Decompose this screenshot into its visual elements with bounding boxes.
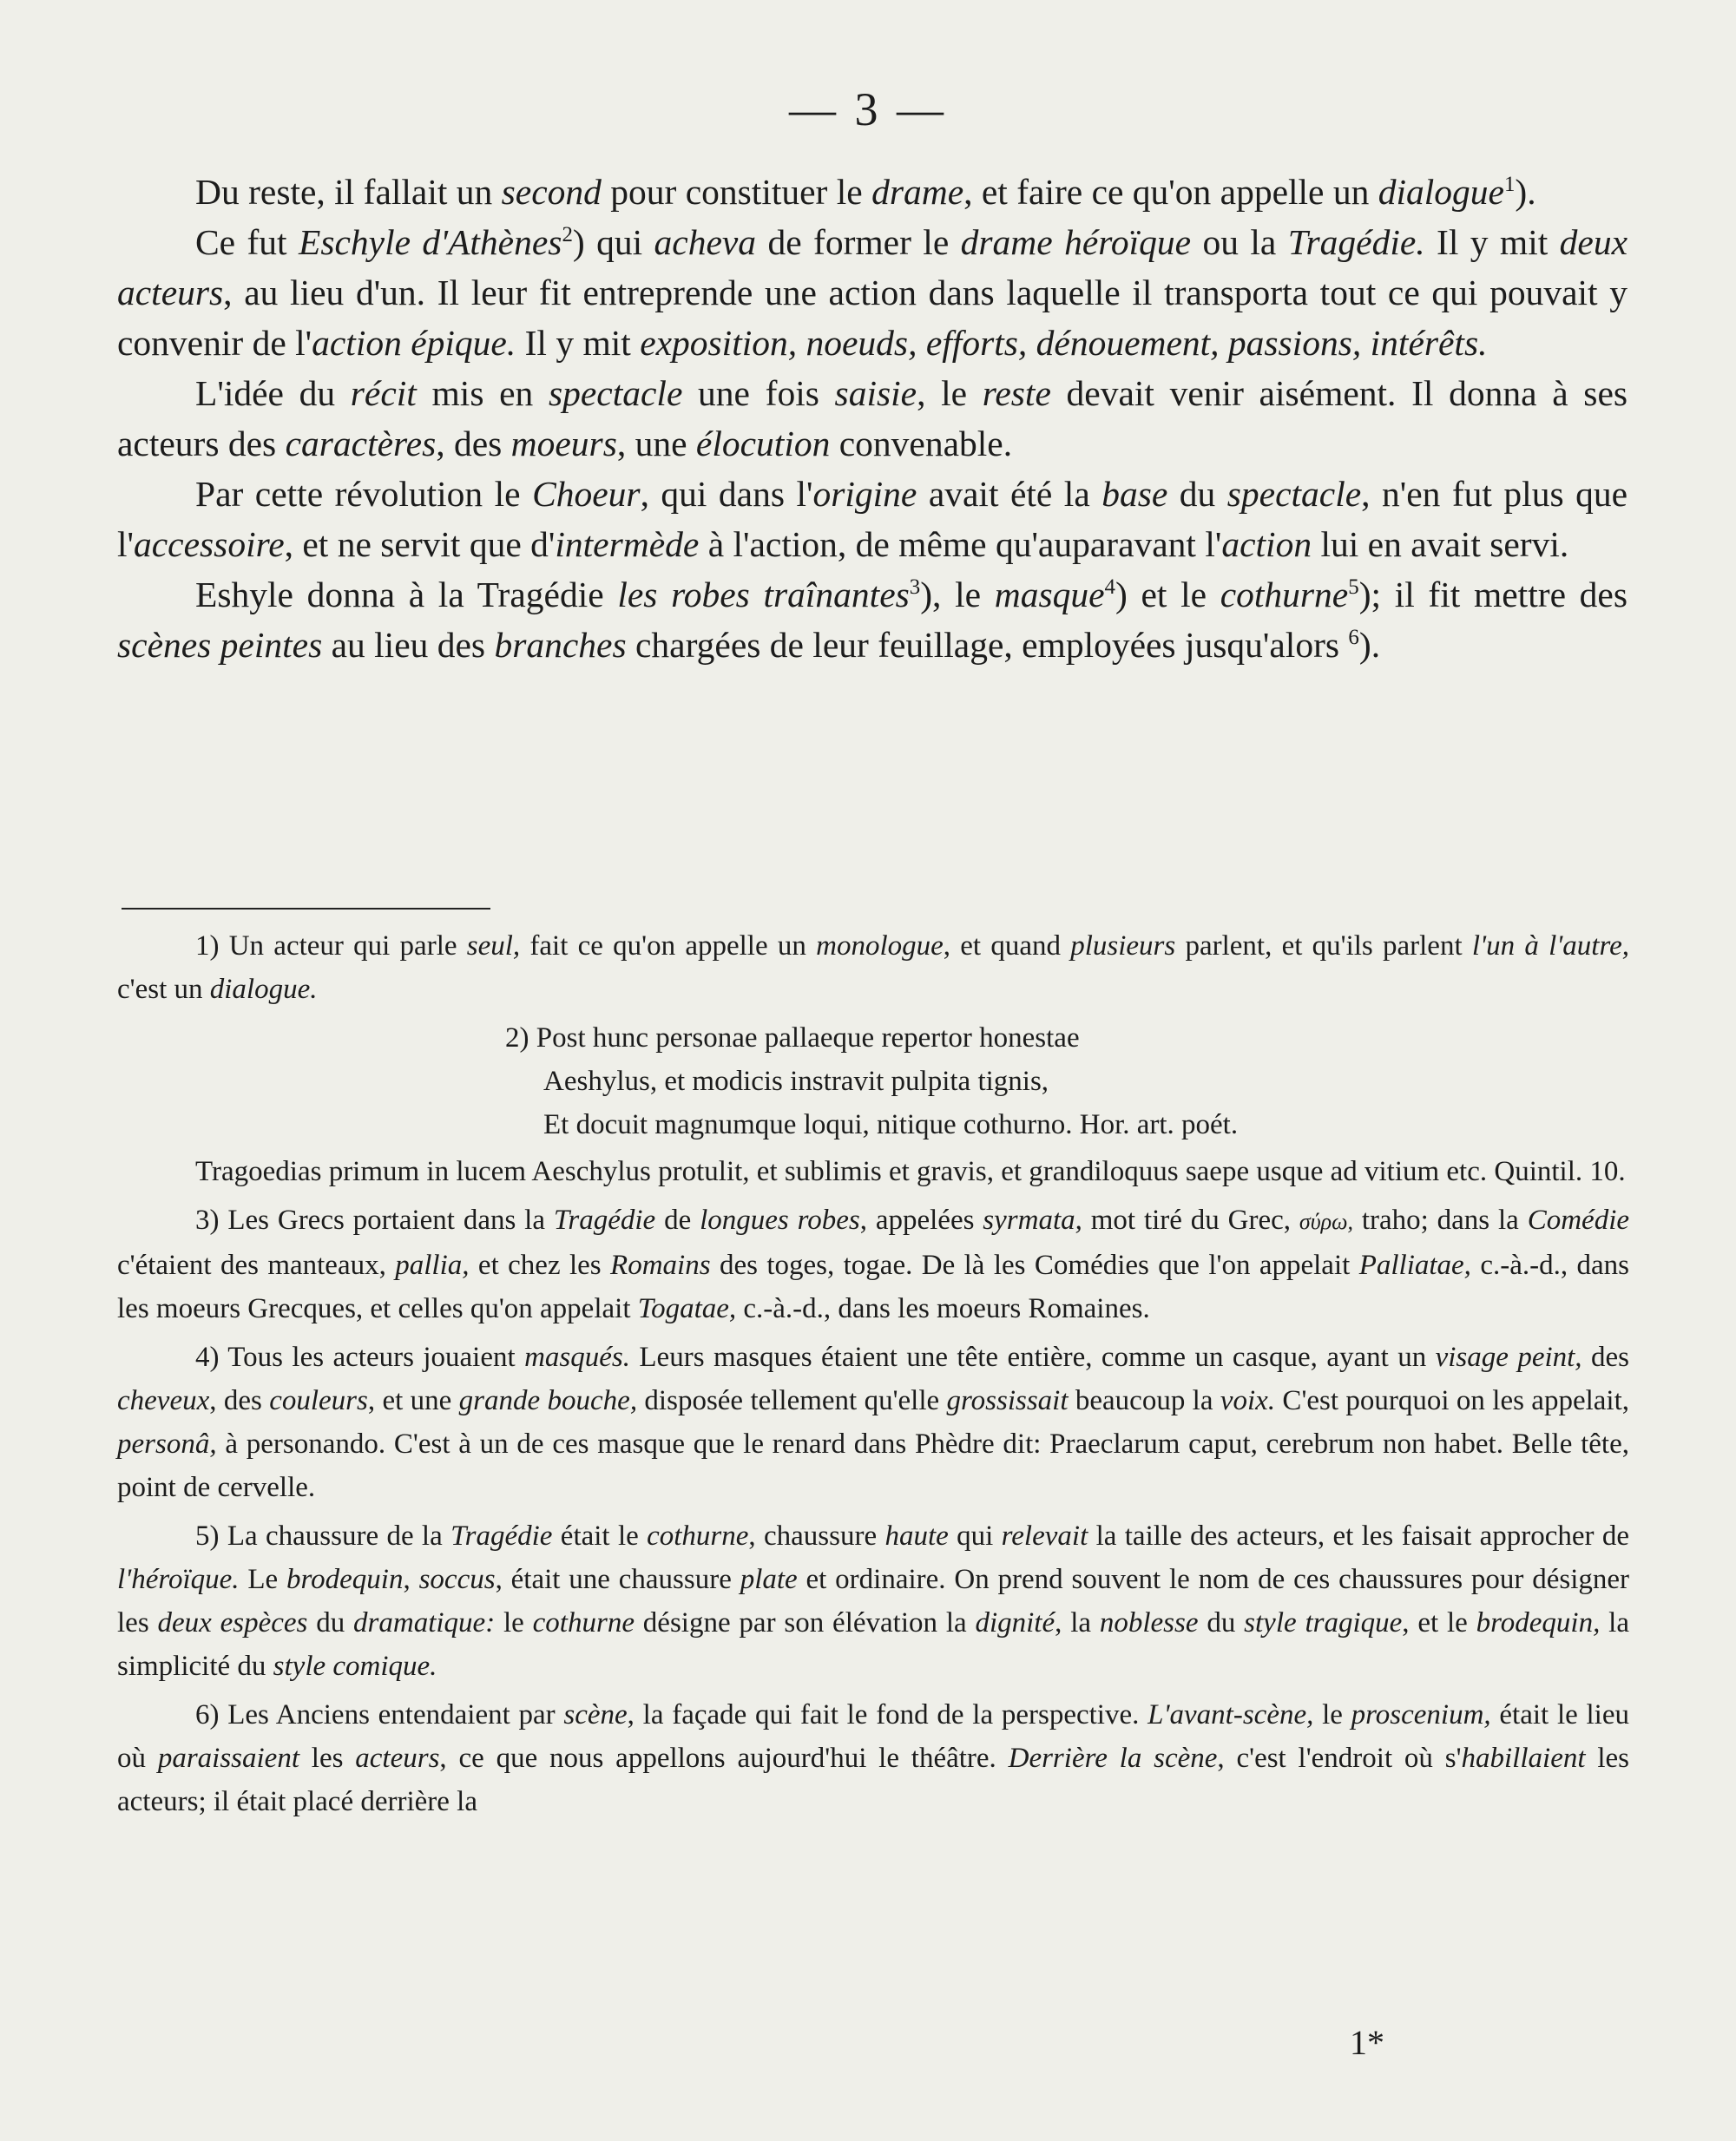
text-span: , et quand [943,930,1071,962]
text-span: Le [239,1564,287,1595]
italic-span: voix. [1220,1385,1276,1416]
text-span: parlent, et qu'ils parlent [1175,930,1472,962]
italic-span: origine [812,474,917,514]
italic-span: masqués. [524,1342,630,1373]
italic-span: plate [740,1564,798,1595]
italic-span: second [501,172,602,212]
text-span: du [1198,1607,1245,1639]
verse-line: Aeshylus, et modicis instravit pulpita tignis, [543,1066,1049,1097]
text-span: , la [1055,1607,1100,1639]
text-span: avait été la [917,474,1102,514]
italic-span: brodequin [286,1564,404,1595]
text-span: , chaussure [748,1520,885,1552]
italic-span: Tragédie. [1287,222,1425,262]
text-span: , au lieu d'un. Il leur fit entreprende une action dans laquelle il transporta tout ce qui pouvait y convenir de l' [117,273,1628,363]
footnote [117,924,1629,1011]
paragraph [117,469,1628,569]
italic-span: cothurne [1220,575,1349,614]
text-span: , et faire ce qu'on appelle un [963,172,1378,212]
footnote-ref: 4 [1104,575,1115,600]
text-span: le [1313,1699,1351,1731]
italic-span: accessoire [134,524,285,564]
text-span: L'idée du [195,373,351,413]
text-span: traho; dans la [1352,1205,1528,1236]
italic-span: Choeur [532,474,641,514]
text-span: Tragoedias primum in lucem Aeschylus protulit, et sublimis et gravis, et grandiloquus saepe usque ad vitium etc. Quintil. 10. [195,1156,1626,1187]
italic-span: acteurs [355,1743,440,1774]
text-span: , des [436,424,511,463]
text-span: ou la [1191,222,1288,262]
footnote [117,1150,1629,1193]
text-span: mis en [416,373,549,413]
italic-span: deux espèces [157,1607,308,1639]
italic-span: proscenium, [1351,1699,1491,1731]
italic-span: deux acteurs [117,222,1628,312]
text-span: la simplicité du [117,1607,1629,1682]
text-span: Eshyle donna à la Tragédie [195,575,618,614]
footnote-ref: 5 [1348,575,1359,600]
italic-span: scènes peintes [117,625,323,665]
italic-span: dignité [975,1607,1055,1639]
text-span: ) qui [572,222,654,262]
italic-span: moeurs [510,424,617,463]
text-span: , et une [367,1385,459,1416]
main-text [117,167,1628,670]
italic-span: grande bouche, [458,1385,638,1416]
text-span: au lieu des [322,625,495,665]
text-span: 1) Un acteur qui parle [195,930,467,962]
italic-span: cothurne [532,1607,635,1639]
text-span: de [655,1205,700,1236]
footnote-ref: 3 [909,575,921,600]
footnote-verse [117,1016,1629,1146]
text-span: Il y mit [516,323,641,363]
italic-span: drame héroïque [960,222,1192,262]
verse-line: 2) Post hunc personae pallaeque repertor honestae [505,1022,1080,1054]
italic-span: paraissaient [157,1743,299,1774]
italic-span: drame [871,172,964,212]
text-span: devait venir aisément. Il donna à ses acteurs des [117,373,1628,463]
text-span: Leurs masques étaient une tête entière, comme un casque, ayant un [629,1342,1436,1373]
footnote-number: 2) [505,1022,529,1054]
text-span: des toges, togae. De là les Comédies que l'on appelait [710,1250,1359,1281]
text-span: et chez les [469,1250,611,1281]
text-span: , n'en fut plus que l' [117,474,1628,564]
text-span: le [495,1607,533,1639]
italic-span: l'un à l'autre, [1471,930,1629,962]
text-span: , c'est l'endroit où s' [1217,1743,1462,1774]
italic-span: cheveux [117,1385,210,1416]
italic-span: Palliatae, [1358,1250,1471,1281]
italic-span: exposition, noeuds, efforts, dénouement, passions, intérêts. [640,323,1488,363]
text-span: Du reste, il fallait un [195,172,502,212]
text-span: , et ne servit que d' [284,524,556,564]
text-span: à l'action, de même qu'auparavant l' [699,524,1222,564]
verse-line: Et docuit magnumque loqui, nitique cothurno. Hor. art. poét. [543,1109,1239,1140]
text-span: c'est un [117,974,210,1005]
italic-span: relevait [1001,1520,1088,1552]
text-span: 3) Les Grecs portaient dans la [195,1205,554,1236]
footnote [117,1336,1629,1509]
text-span: du [1167,474,1227,514]
text-span: , une [616,424,696,463]
italic-span: spectacle [548,373,683,413]
text-span: Par cette révolution le [195,474,533,514]
text-span: du [307,1607,354,1639]
italic-span: dramatique: [353,1607,496,1639]
text-span: , qui dans l' [640,474,813,514]
italic-span: couleurs [269,1385,368,1416]
italic-span: spectacle [1226,474,1362,514]
paragraph [117,368,1628,469]
greek-word: σύρω, [1299,1209,1353,1234]
italic-span: élocution [695,424,831,463]
italic-span: visage peint, [1435,1342,1582,1373]
italic-span: style comique. [273,1651,437,1682]
text-span: ); il fit mettre des [1358,575,1628,614]
text-span: convenable. [830,424,1013,463]
text-span: mot tiré du Grec, [1082,1205,1299,1236]
text-span: ). [1515,172,1536,212]
text-span: les [299,1743,356,1774]
text-span: fait ce qu'on appelle un [520,930,817,962]
italic-span: soccus [418,1564,496,1595]
text-span: à personando. C'est à un de ces masque que le renard dans Phèdre dit: Praeclarum caput, cerebrum non habet. Belle tête, point de cervelle. [117,1428,1629,1503]
italic-span: Derrière la scène [1008,1743,1218,1774]
footnote-ref: 1 [1503,173,1516,197]
footnote-ref: 2 [562,223,573,247]
text-span: c.-à.-d., dans les moeurs Grecques, et celles qu'on appelait [117,1250,1629,1324]
footnote [117,1514,1629,1688]
text-span: ). [1358,625,1381,665]
text-span: , le [917,373,983,413]
text-span: , ce que nous appellons aujourd'hui le théâtre. [439,1743,1009,1774]
text-span: beaucoup la [1068,1385,1220,1416]
text-span: était le lieu où [117,1699,1629,1774]
text-span: une fois [682,373,835,413]
italic-span: brodequin, [1476,1607,1601,1639]
italic-span: acheva [654,222,757,262]
italic-span: action épique. [312,323,516,363]
text-span: les acteurs; il était placé derrière la [117,1743,1629,1817]
text-span: désigne par son élévation la [634,1607,976,1639]
text-span: , la façade qui fait le fond de la perspective. [627,1699,1148,1731]
italic-span: branches [494,625,627,665]
text-span: de former le [756,222,961,262]
text-span: des [1581,1342,1629,1373]
italic-span: intermède [555,524,700,564]
footnote [117,1199,1629,1330]
italic-span: grossissait [946,1385,1069,1416]
italic-span: scène [563,1699,628,1731]
text-span: Ce fut [195,222,299,262]
text-span: , [403,1564,419,1595]
page-number: — 3 — [789,83,947,135]
italic-span: base [1101,474,1168,514]
italic-span: cothurne [647,1520,749,1552]
italic-span: monologue [816,930,944,962]
italic-span: personâ, [117,1428,217,1460]
footnote [117,1693,1629,1823]
text-span: , appelées [859,1205,983,1236]
text-span: , des [209,1385,270,1416]
text-span: la taille des acteurs, et les faisait approcher de [1088,1520,1629,1552]
text-span: pour constituer le [601,172,872,212]
italic-span: syrmata, [983,1205,1082,1236]
text-span: c.-à.-d., dans les moeurs Romaines. [736,1293,1150,1324]
text-span: C'est pourquoi on les appelait, [1275,1385,1629,1416]
italic-span: l'héroïque. [117,1564,240,1595]
signature-mark: 1* [1350,2023,1384,2062]
text-span: et ordinaire. On prend souvent le nom de ces chaussures pour désigner les [117,1564,1630,1639]
italic-span: L'avant-scène, [1147,1699,1314,1731]
italic-span: Romains [610,1250,711,1281]
italic-span: caractères [285,424,437,463]
text-span: disposée tellement qu'elle [637,1385,947,1416]
text-span: 5) La chaussure de la [195,1520,451,1552]
italic-span: dialogue. [209,974,318,1005]
text-span: , et le [1402,1607,1476,1639]
text-span: , était une chaussure [495,1564,740,1595]
italic-span: Tragédie [450,1520,553,1552]
footnote-ref: 6 [1348,626,1359,650]
italic-span: masque [994,575,1105,614]
italic-span: saisie [834,373,917,413]
text-span: chargées de leur feuillage, employées jusqu'alors [626,625,1349,665]
italic-span: plusieurs [1070,930,1176,962]
text-span: lui en avait servi. [1312,524,1569,564]
italic-span: action [1221,524,1312,564]
paragraph [117,167,1628,217]
footnotes [117,924,1629,1829]
text-span: qui [948,1520,1002,1552]
italic-span: reste [982,373,1051,413]
italic-span: dialogue [1378,172,1504,212]
italic-span: Tragédie [553,1205,656,1236]
text-span: était le [552,1520,648,1552]
text-span: c'étaient des manteaux, [117,1250,396,1281]
italic-span: longues robes [700,1205,860,1236]
text-span: Il y mit [1424,222,1560,262]
text-span: ), le [920,575,995,614]
footnote-separator [122,908,490,910]
italic-span: les robes traînantes [617,575,910,614]
text-span: ) et le [1115,575,1220,614]
italic-span: style tragique [1244,1607,1403,1639]
text-span: 6) Les Anciens entendaient par [195,1699,564,1731]
italic-span: Eschyle d'Athènes [299,222,562,262]
italic-span: seul, [466,930,521,962]
italic-span: Comédie [1527,1205,1630,1236]
italic-span: haute [884,1520,949,1552]
text-span: 4) Tous les acteurs jouaient [195,1342,525,1373]
paragraph [117,569,1628,670]
italic-span: habillaient [1461,1743,1586,1774]
italic-span: pallia, [395,1250,470,1281]
italic-span: récit [350,373,417,413]
italic-span: Togatae, [637,1293,737,1324]
italic-span: noblesse [1099,1607,1199,1639]
paragraph [117,217,1628,368]
